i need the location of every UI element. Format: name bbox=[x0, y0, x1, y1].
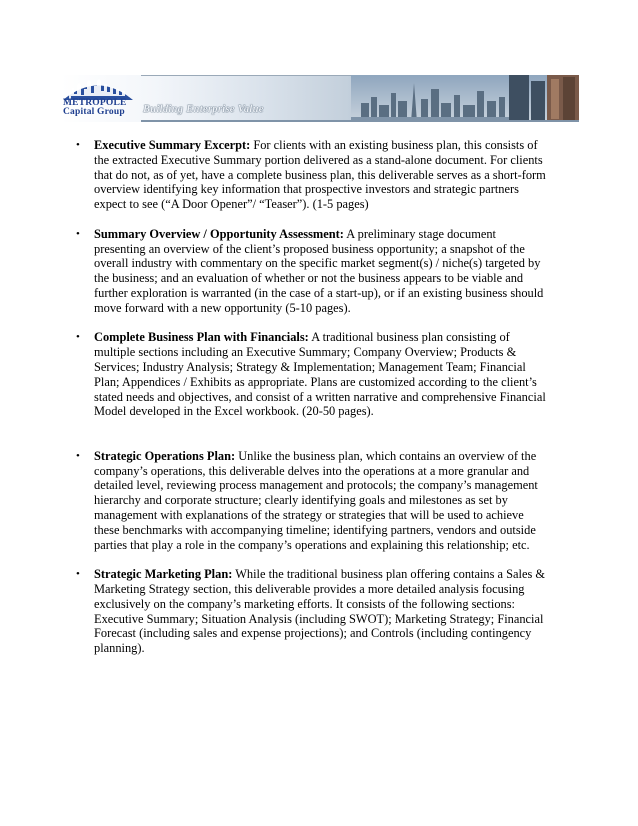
item-text: A traditional business plan consisting of multiple sections including an Executive Summary; Company Overview; Products & Services; Industry Analysis; Strategy & Implementation; Management Team; Financial Plan; Appendices / Exhibits as appropriate. Plans are customized according to the client’s stated needs and objectives, and consist of a written narrative and comprehensive Financial Model developed in the Excel workbook. (20-50 pages). bbox=[94, 330, 546, 419]
list-item-marketing-plan bbox=[76, 567, 546, 656]
logo-wordmark bbox=[63, 99, 139, 117]
item-text: While the traditional business plan offering contains a Sales & Marketing Strategy section, this deliverable provides a more detailed analysis focusing exclusively on the company’s marketing efforts. It consists of the following sections: Executive Summary; Situation Analysis (including SWOT); Marketing Strategy; Financial Forecast (including sales and expense projections); and Controls (including contingency planning). bbox=[94, 567, 546, 656]
banner-bottom-rule bbox=[141, 120, 579, 122]
header-banner bbox=[61, 75, 579, 122]
item-heading: Strategic Operations Plan: bbox=[94, 448, 236, 463]
bullet-icon: • bbox=[76, 227, 80, 240]
item-heading: Strategic Marketing Plan: bbox=[94, 567, 233, 582]
item-heading: Complete Business Plan with Financials: bbox=[94, 330, 309, 345]
logo-line-2: Capital Group bbox=[63, 107, 125, 117]
bullet-icon: • bbox=[76, 139, 80, 151]
item-text: For clients with an existing business plan, this consists of the extracted Executive Summary portion delivered as a stand-alone document. For clients that do not, as of yet, have a complete business plan, this deliverable serves as a short-form overview identifying key information that prospective investors and strategic partners expect to see (“A Door Opener”/ “Teaser”). (1-5 pages) bbox=[94, 138, 546, 212]
logo-line-1: METROPOLE bbox=[63, 98, 127, 108]
item-heading: Executive Summary Excerpt: bbox=[94, 138, 251, 152]
tagline: Building Enterprise Value bbox=[143, 104, 264, 115]
list-item-operations-plan bbox=[76, 449, 546, 553]
bullet-icon: • bbox=[76, 449, 80, 462]
city-skyline-image bbox=[351, 75, 579, 122]
list-item-summary-overview bbox=[76, 227, 546, 316]
bullet-icon: • bbox=[76, 331, 80, 344]
list-item-business-plan bbox=[76, 330, 546, 419]
item-text: A preliminary stage document presenting an overview of the client’s proposed business opportunity; a snapshot of the overall industry with commentary on the specific market segment(s) / niche(s) targeted by the business; and an evaluation of whether or not the business appears to be viable and further exploration is warranted (in the case of a start-up), or if an existing business should move forward with a new opportunity (5-10 pages). bbox=[94, 226, 544, 315]
item-text: Unlike the business plan, which contains an overview of the company’s operations, this deliverable delves into the operations at a more granular and detailed level, reviewing process management and protocols; the company’s management hierarchy and corporate structure; clearly identifying goals and milestones as set by management with explanations of the strategy or strategies that will be used to achieve these benchmarks with accompanying timeline; identifying partners, vendors and outside parties that play a role in the company’s operations and explaining this relationship; etc. bbox=[94, 448, 538, 552]
item-heading: Summary Overview / Opportunity Assessment: bbox=[94, 226, 344, 241]
bullet-icon: • bbox=[76, 568, 80, 581]
list-item-executive-summary bbox=[76, 138, 546, 212]
services-list bbox=[76, 138, 546, 656]
